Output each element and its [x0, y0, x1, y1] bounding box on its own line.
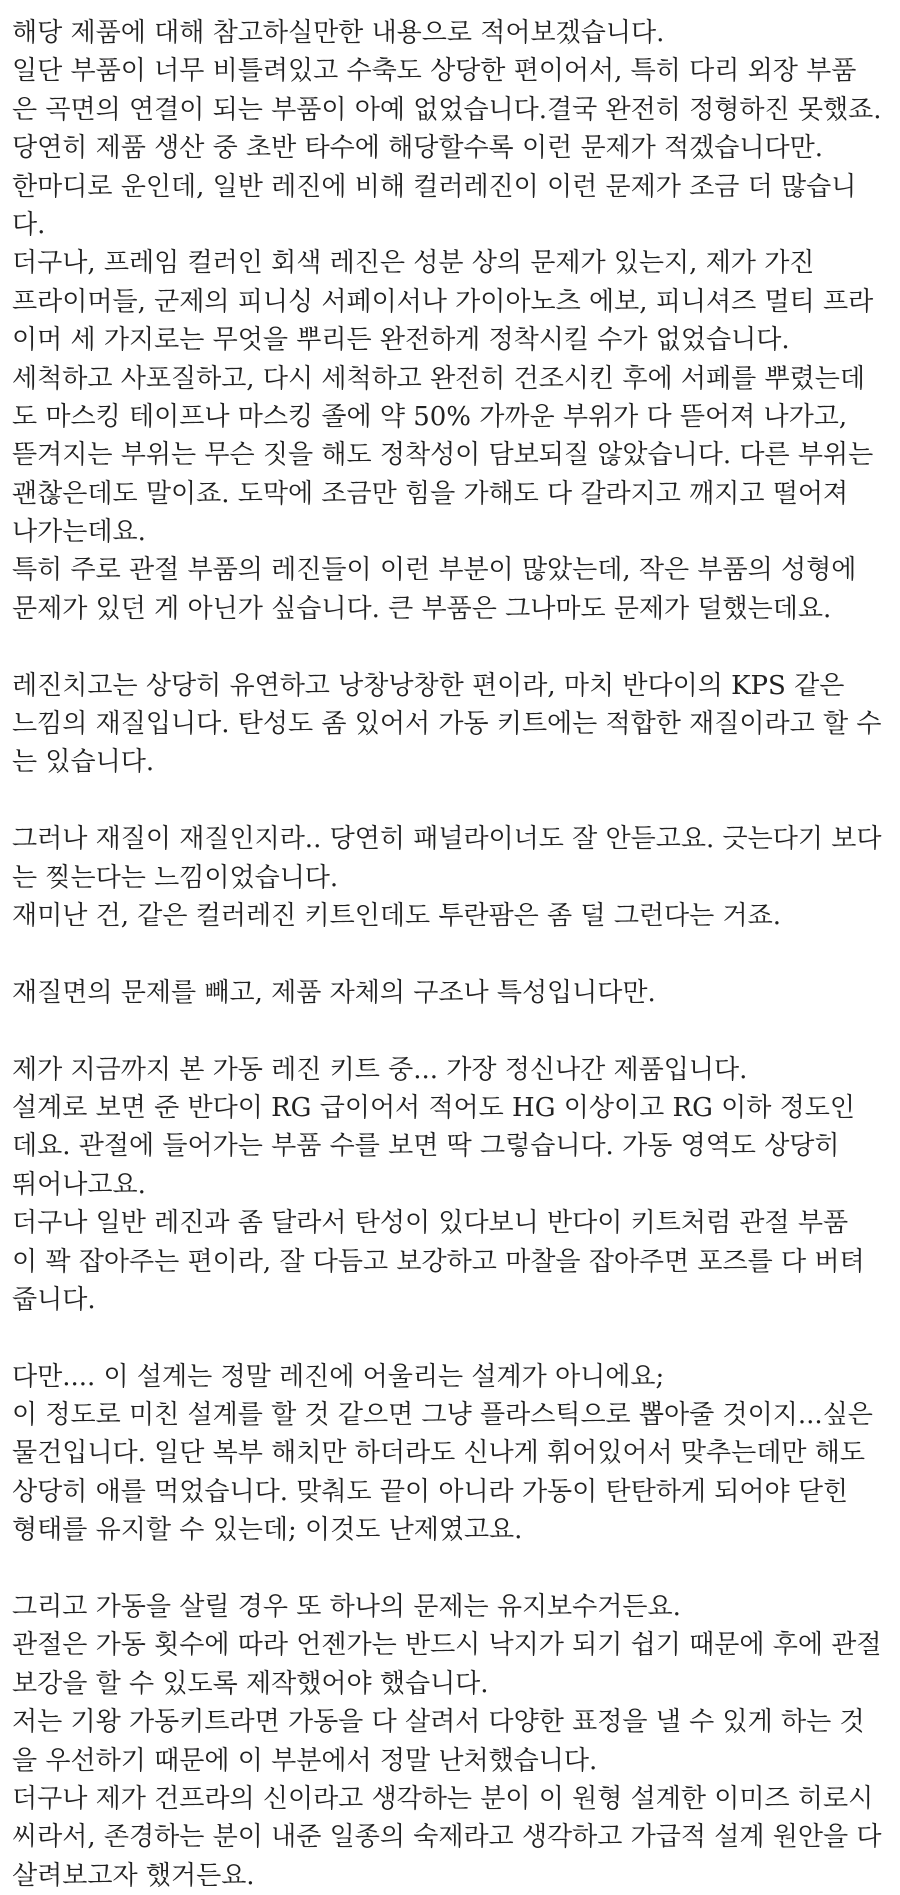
text-line: 느낌의 재질입니다. 탄성도 좀 있어서 가동 키트에는 적합한 재질이라고 할 수 [12, 709, 882, 740]
text-line: 살려보고자 했거든요. [12, 1860, 255, 1891]
text-line: 일단 부품이 너무 비틀려있고 수축도 상당한 편이어서, 특히 다리 외장 부품 [12, 56, 857, 87]
text-line: 그러나 재질이 재질인지라.. 당연히 패널라이너도 잘 안듣고요. 긋는다기 보다 [12, 824, 882, 855]
text-line: 다. [12, 209, 46, 240]
text-line: 제가 지금까지 본 가동 레진 키트 중... 가장 정신나간 제품입니다. [12, 1054, 748, 1085]
text-line: 괜찮은데도 말이죠. 도막에 조금만 힘을 가해도 다 갈라지고 깨지고 떨어져 [12, 478, 849, 509]
text-line: 물건입니다. 일단 복부 해치만 하더라도 신나게 휘어있어서 맞추는데만 해도 [12, 1438, 865, 1469]
text-line: 세척하고 사포질하고, 다시 세척하고 완전히 건조시킨 후에 서페를 뿌렸는데 [12, 363, 865, 394]
text-line: 줍니다. [12, 1284, 96, 1315]
text-line: 특히 주로 관절 부품의 레진들이 이런 부분이 많았는데, 작은 부품의 성형에 [12, 555, 857, 586]
text-line: 이머 세 가지로는 무엇을 뿌리든 완전하게 정착시킬 수가 없었습니다. [12, 325, 790, 356]
text-line: 더구나 제가 건프라의 신이라고 생각하는 분이 이 원형 설계한 이미즈 히로시 [12, 1783, 874, 1814]
text-line: 이 꽉 잡아주는 편이라, 잘 다듬고 보강하고 마찰을 잡아주면 포즈를 다 버텨 [12, 1246, 865, 1277]
text-line: 저는 기왕 가동키트라면 가동을 다 살려서 다양한 표정을 낼 수 있게 하는 것 [12, 1707, 865, 1738]
text-line: 는 있습니다. [12, 747, 155, 778]
text-line: 상당히 애를 먹었습니다. 맞춰도 끝이 아니라 가동이 탄탄하게 되어야 닫힌 [12, 1476, 849, 1507]
text-line: 는 찢는다는 느낌이었습니다. [12, 862, 339, 893]
blank-line [12, 1012, 900, 1050]
text-line: 한마디로 운인데, 일반 레진에 비해 컬러레진이 이런 문제가 조금 더 많습니 [12, 171, 857, 202]
text-line: 당연히 제품 생산 중 초반 타수에 해당할수록 이런 문제가 적겠습니다만. [12, 133, 824, 164]
text-line: 관절은 가동 횟수에 따라 언젠가는 반드시 낙지가 되기 쉽기 때문에 후에 관절 [12, 1630, 882, 1661]
text-line: 형태를 유지할 수 있는데; 이것도 난제였고요. [12, 1515, 523, 1546]
text-line: 그리고 가동을 살릴 경우 또 하나의 문제는 유지보수거든요. [12, 1592, 681, 1623]
blank-line [12, 628, 900, 666]
text-line: 설계로 보면 준 반다이 RG 급이어서 적어도 HG 이상이고 RG 이하 정도인 [12, 1092, 855, 1123]
text-line: 보강을 할 수 있도록 제작했어야 했습니다. [12, 1668, 489, 1699]
blank-line [12, 1550, 900, 1588]
text-line: 문제가 있던 게 아닌가 싶습니다. 큰 부품은 그나마도 문제가 덜했는데요. [12, 593, 832, 624]
text-line: 나가는데요. [12, 517, 146, 548]
text-line: 씨라서, 존경하는 분이 내준 일종의 숙제라고 생각하고 가급적 설계 원안을 다 [12, 1822, 882, 1853]
text-line: 더구나 일반 레진과 좀 달라서 탄성이 있다보니 반다이 키트처럼 관절 부품 [12, 1208, 849, 1239]
blank-line [12, 1319, 900, 1357]
text-line: 을 우선하기 때문에 이 부분에서 정말 난처했습니다. [12, 1745, 598, 1776]
text-line: 은 곡면의 연결이 되는 부품이 아예 없었습니다.결국 완전히 정형하진 못했죠. [12, 94, 882, 125]
text-line: 도 마스킹 테이프나 마스킹 졸에 약 50% 가까운 부위가 다 뜯어져 나가고, [12, 401, 848, 432]
text-line: 레진치고는 상당히 유연하고 낭창낭창한 편이라, 마치 반다이의 KPS 같은 [12, 670, 845, 701]
text-line: 이 정도로 미친 설계를 할 것 같으면 그냥 플라스틱으로 뽑아줄 것이지...싶은 [12, 1400, 873, 1431]
blank-line [12, 782, 900, 820]
text-line: 다만.... 이 설계는 정말 레진에 어울리는 설계가 아니에요; [12, 1361, 665, 1392]
text-line: 뜯겨지는 부위는 무슨 짓을 해도 정착성이 담보되질 않았습니다. 다른 부위는 [12, 440, 874, 471]
text-line: 뛰어나고요. [12, 1169, 146, 1200]
text-line: 재질면의 문제를 빼고, 제품 자체의 구조나 특성입니다만. [12, 977, 656, 1008]
text-line: 데요. 관절에 들어가는 부품 수를 보면 딱 그렇습니다. 가동 영역도 상당히 [12, 1131, 840, 1162]
blank-line [12, 935, 900, 973]
text-line: 프라이머들, 군제의 피니싱 서페이서나 가이아노츠 에보, 피니셔즈 멀티 프라 [12, 286, 874, 317]
text-line: 재미난 건, 같은 컬러레진 키트인데도 투란팜은 좀 덜 그런다는 거죠. [12, 900, 782, 931]
text-line: 더구나, 프레임 컬러인 회색 레진은 성분 상의 문제가 있는지, 제가 가진 [12, 248, 815, 279]
text-line: 해당 제품에 대해 참고하실만한 내용으로 적어보겠습니다. [12, 18, 665, 48]
